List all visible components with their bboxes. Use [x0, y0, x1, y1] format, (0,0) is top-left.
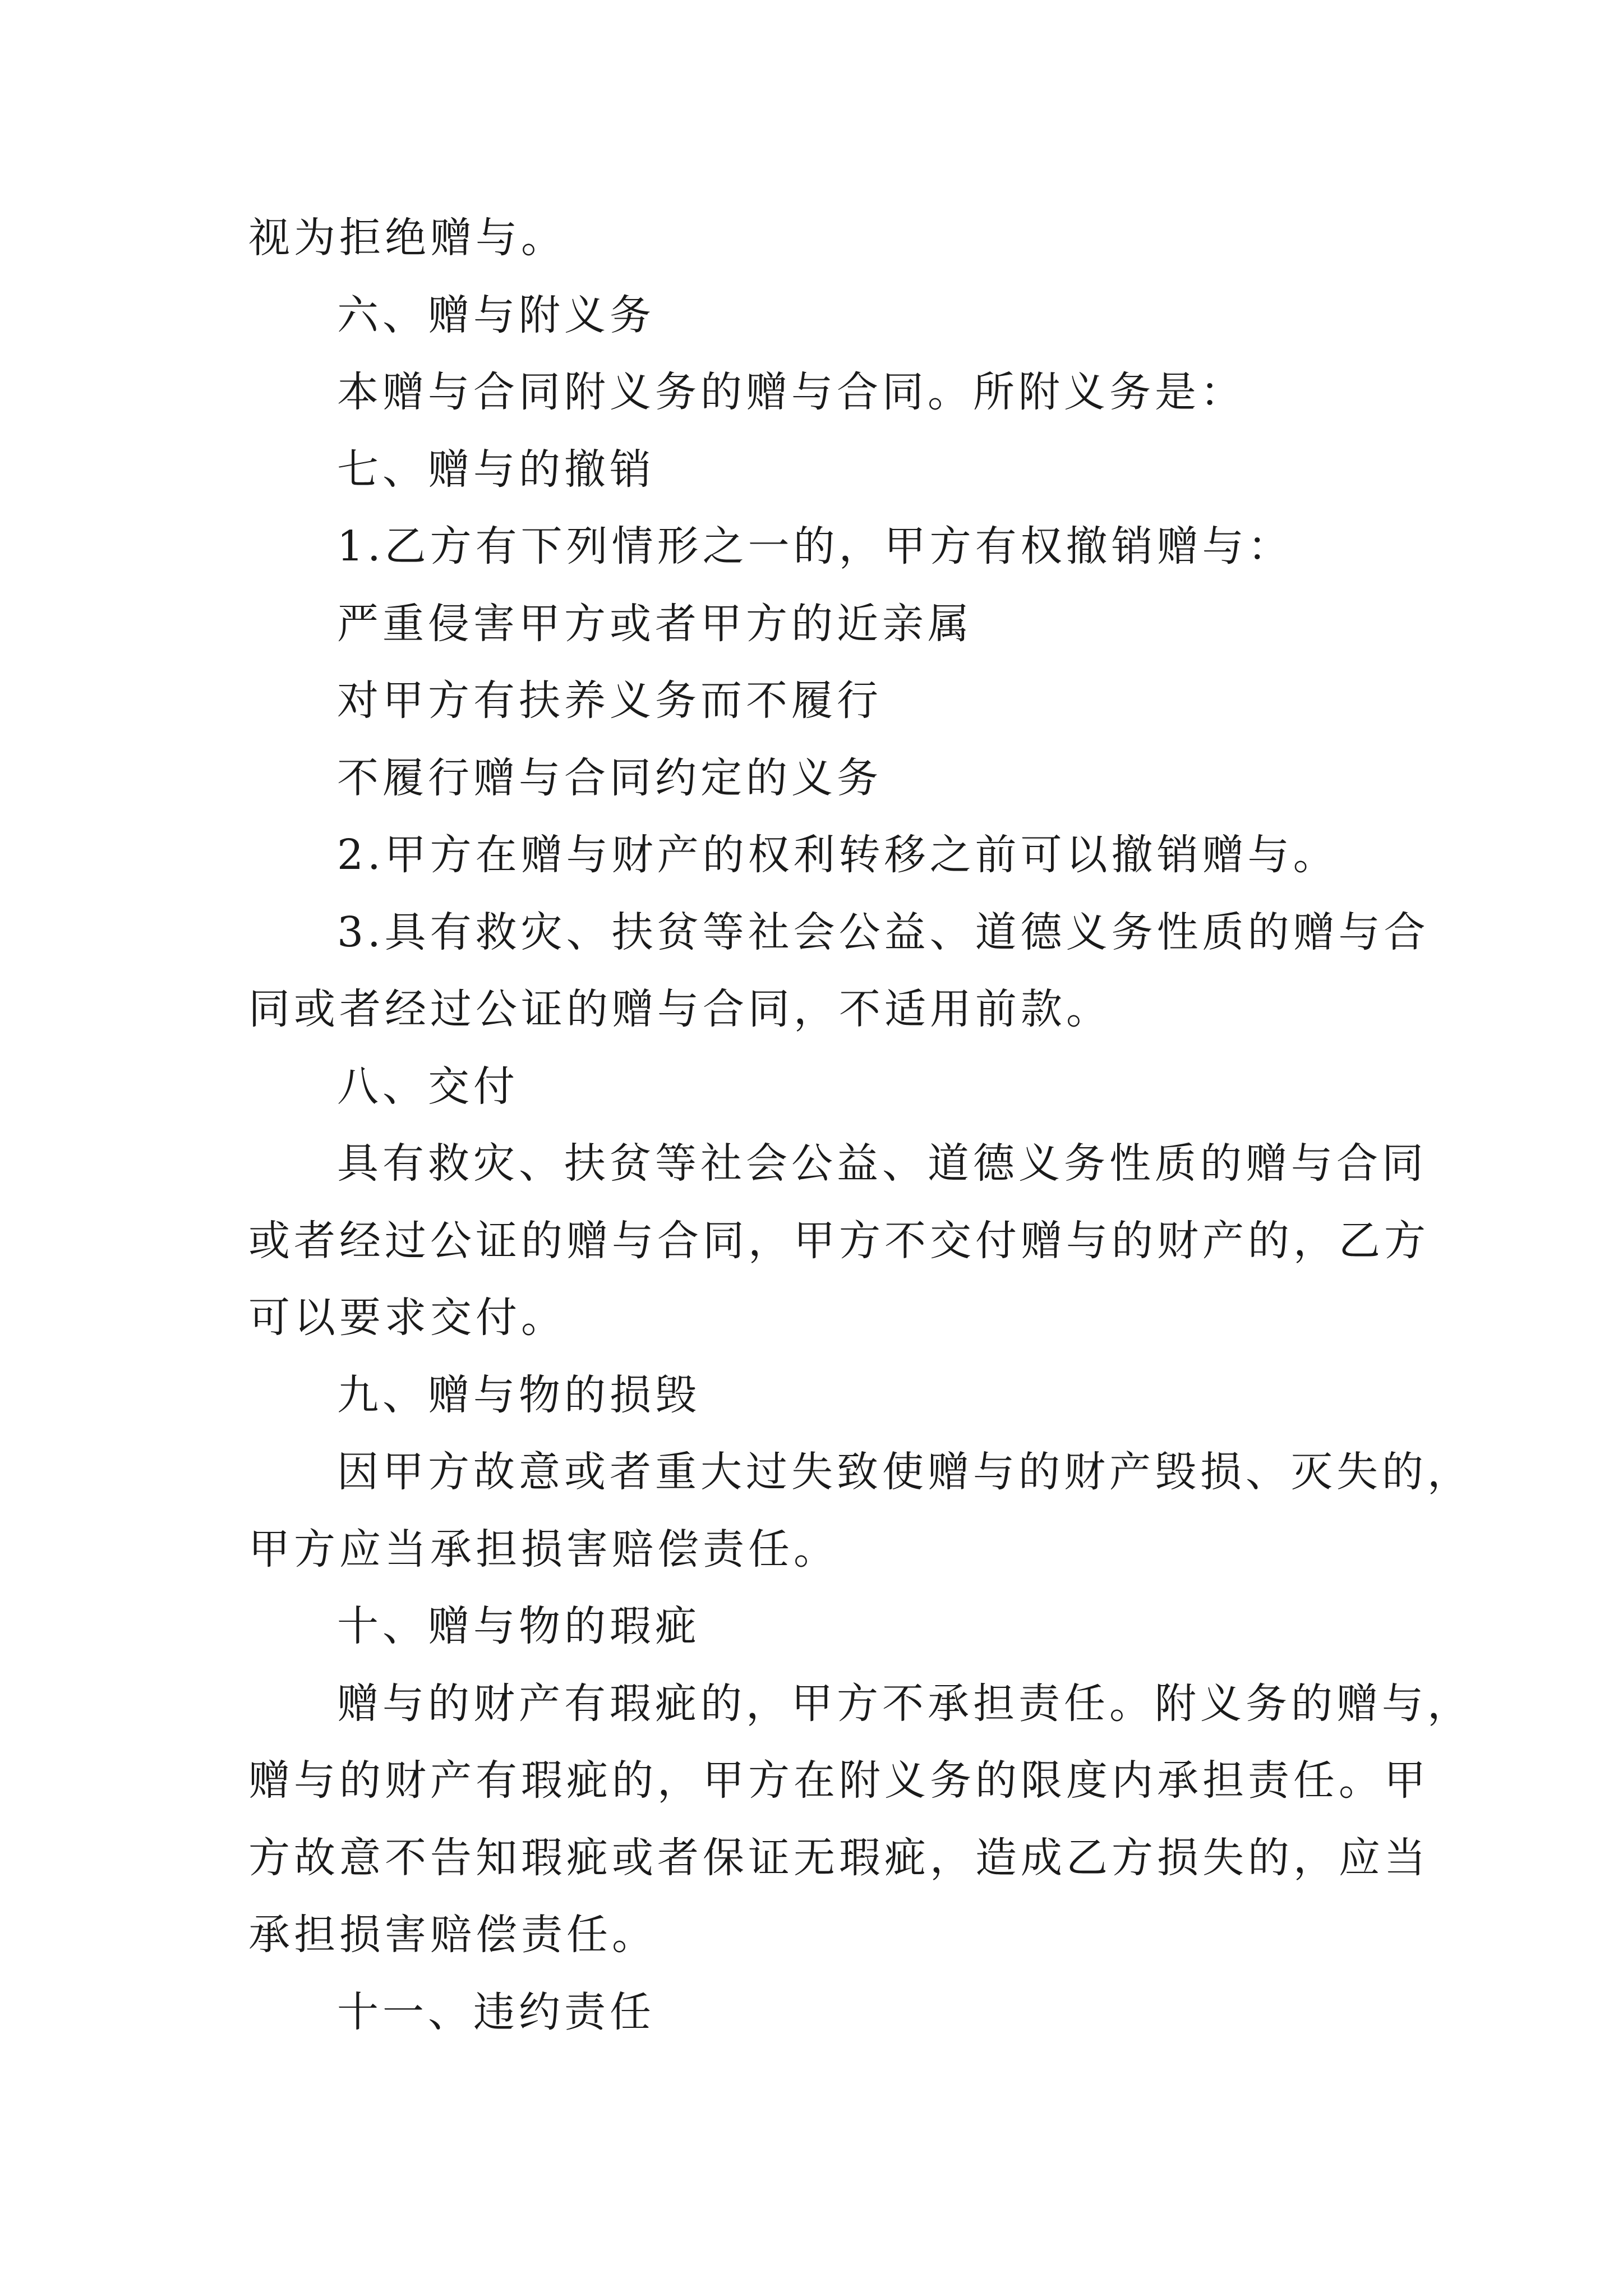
section-heading: 十一、违约责任 [337, 1987, 655, 2036]
text-line: 方故意不告知瑕疵或者保证无瑕疵，造成乙方损失的，应当 [248, 1833, 1430, 1882]
text-line: 1.乙方有下列情形之一的，甲方有权撤销赠与： [337, 522, 1293, 570]
section-heading: 八、交付 [337, 1062, 519, 1111]
text-line: 或者经过公证的赠与合同，甲方不交付赠与的财产的，乙方 [248, 1216, 1430, 1265]
document-body [248, 200, 1473, 2051]
text-line: 不履行赠与合同约定的义务 [337, 753, 882, 802]
section-heading: 十、赠与物的瑕疵 [337, 1602, 700, 1650]
section-heading: 七、赠与的撤销 [337, 445, 655, 494]
text-line: 同或者经过公证的赠与合同，不适用前款。 [248, 985, 1112, 1033]
text-line: 2.甲方在赠与财产的权利转移之前可以撤销赠与。 [337, 831, 1339, 879]
text-line: 赠与的财产有瑕疵的，甲方不承担责任。附义务的赠与， [337, 1679, 1473, 1728]
text-line: 本赠与合同附义务的赠与合同。所附义务是： [337, 368, 1246, 416]
text-line: 可以要求交付。 [248, 1294, 566, 1342]
text-line: 严重侵害甲方或者甲方的近亲属 [337, 599, 973, 648]
text-line: 3.具有救灾、扶贫等社会公益、道德义务性质的赠与合 [337, 908, 1430, 956]
text-line: 具有救灾、扶贫等社会公益、道德义务性质的赠与合同 [337, 1139, 1427, 1188]
text-line: 赠与的财产有瑕疵的，甲方在附义务的限度内承担责任。甲 [248, 1756, 1430, 1805]
text-line: 因甲方故意或者重大过失致使赠与的财产毁损、灭失的， [337, 1448, 1473, 1496]
text-line: 承担损害赔偿责任。 [248, 1911, 657, 1959]
text-line: 视为拒绝赠与。 [248, 214, 566, 262]
section-heading: 六、赠与附义务 [337, 291, 655, 339]
text-line: 对甲方有扶养义务而不履行 [337, 677, 882, 725]
section-heading: 九、赠与物的损毁 [337, 1370, 700, 1419]
text-line: 甲方应当承担损害赔偿责任。 [248, 1525, 839, 1573]
